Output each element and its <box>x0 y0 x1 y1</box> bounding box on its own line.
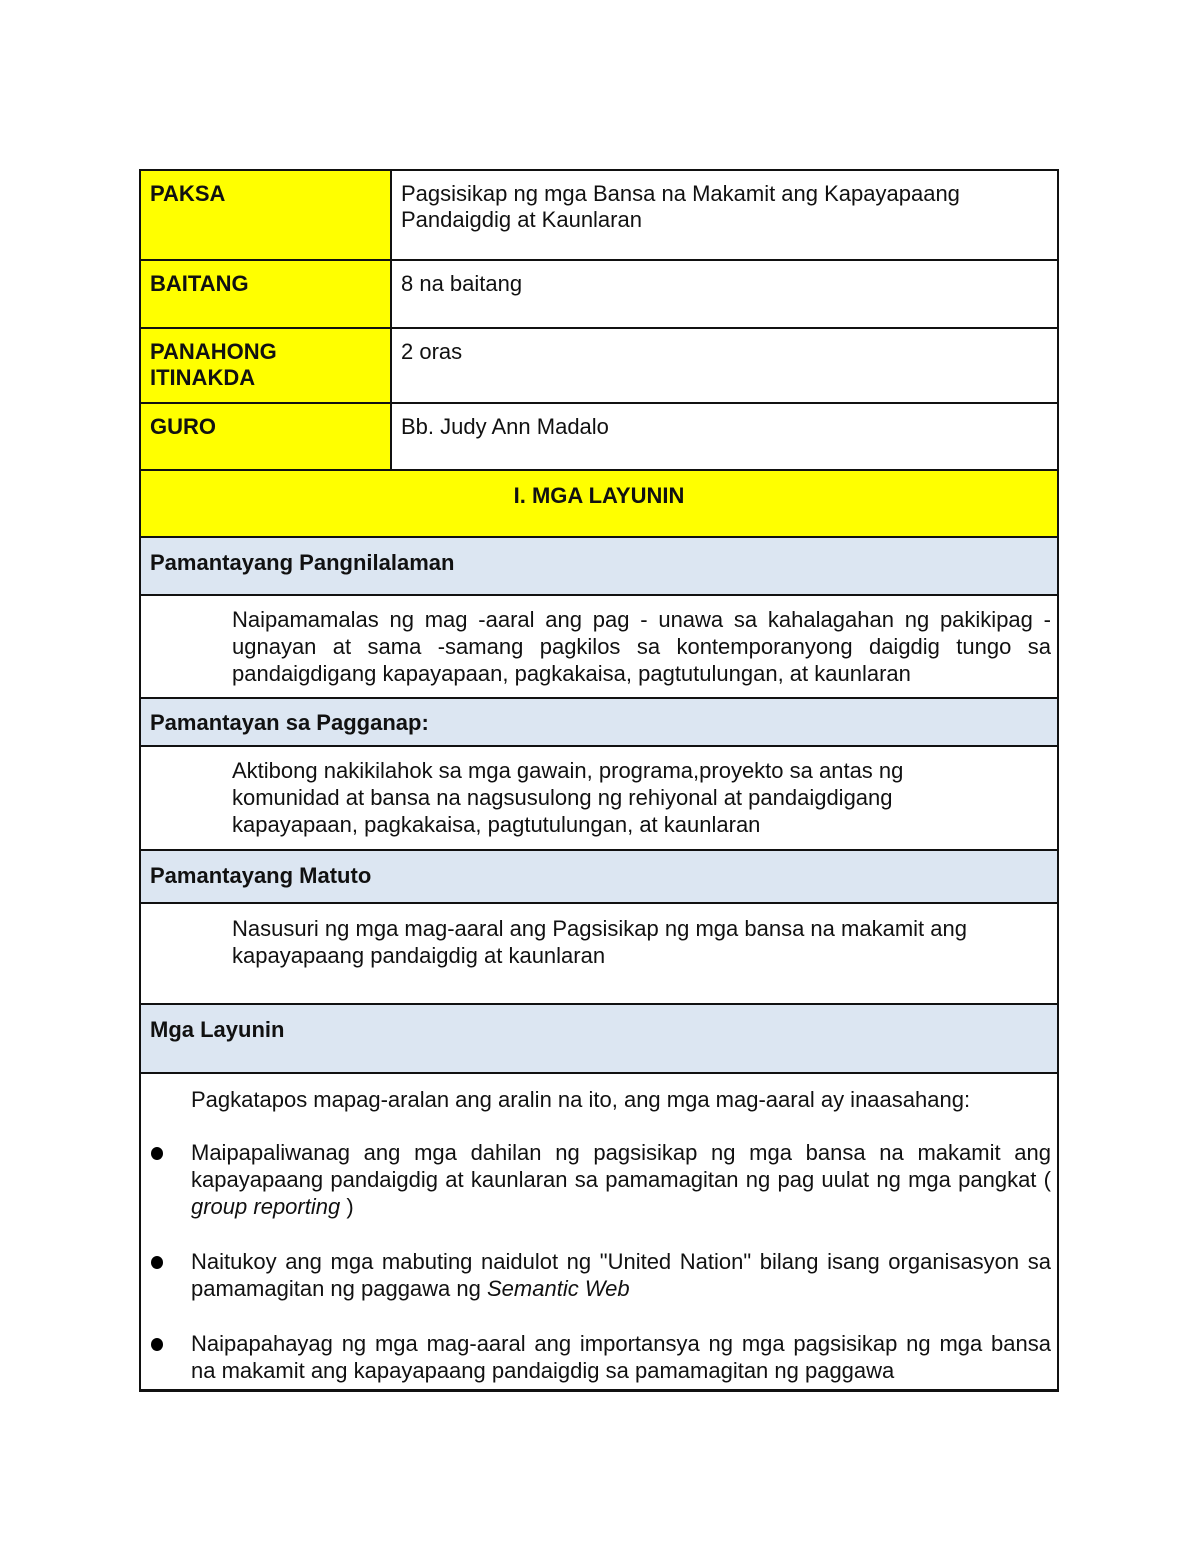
label-guro: GURO <box>141 404 392 469</box>
heading-matuto: Pamantayang Matuto <box>141 851 1057 904</box>
value-baitang: 8 na baitang <box>401 271 523 296</box>
objective-item <box>191 1330 1051 1384</box>
row-baitang <box>141 261 1057 329</box>
text-pagganap: Aktibong nakikilahok sa mga gawain, programa,proyekto sa antas ng komunidad at bansa na nagsusulong ng rehiyonal at pandaigdigang kapayapaan, pagkakaisa, pagtutulungan, at kaunlaran <box>141 747 1057 851</box>
bullet-icon <box>151 1147 163 1160</box>
heading-pagganap: Pamantayan sa Pagganap: <box>141 699 1057 747</box>
objective-item <box>191 1139 1051 1220</box>
bullet-icon <box>151 1256 163 1269</box>
objective-italic: group reporting <box>191 1194 341 1219</box>
objective-text: Naitukoy ang mga mabuting naidulot ng "United Nation" bilang isang organisasyon sa pamamagitan ng paggawa ng <box>191 1249 1051 1301</box>
value-guro: Bb. Judy Ann Madalo <box>401 414 609 439</box>
objective-text: Naipapahayag ng mga mag-aaral ang importansya ng mga pagsisikap ng mga bansa na makamit ang kapayapaang pandaigdig sa pamamagitan ng paggawa <box>191 1331 1051 1383</box>
heading-pangnilalaman: Pamantayang Pangnilalaman <box>141 538 1057 596</box>
objective-text: Maipapaliwanag ang mga dahilan ng pagsisikap ng mga bansa na makamit ang kapayapaang pandaigdig at kaunlaran sa pamamagitan ng pag uulat ng mga pangkat ( <box>191 1140 1051 1192</box>
text-matuto: Nasusuri ng mga mag-aaral ang Pagsisikap ng mga bansa na makamit ang kapayapaang pandaigdig at kaunlaran <box>141 904 1057 1005</box>
label-panahon: PANAHONG ITINAKDA <box>141 329 392 402</box>
heading-layunin: Mga Layunin <box>141 1005 1057 1074</box>
value-panahon: 2 oras <box>401 339 463 364</box>
section-title: I. MGA LAYUNIN <box>141 471 1057 538</box>
lesson-plan-table <box>139 169 1059 1392</box>
value-paksa: Pagsisikap ng mga Bansa na Makamit ang Kapayapaang Pandaigdig at Kaunlaran <box>401 181 960 232</box>
text-pangnilalaman: Naipamamalas ng mag -aaral ang pag - unawa sa kahalagahan ng pakikipag - ugnayan at sama -samang pagkilos sa kontemporanyong daigdig tungo sa pandaigdigang kapayapaan, pagkakaisa, pagtutulungan, at kaunlaran <box>141 596 1057 699</box>
objectives-intro: Pagkatapos mapag-aralan ang aralin na ito, ang mga mag-aaral ay inaasahang: <box>191 1087 971 1112</box>
objective-after: ) <box>340 1194 354 1219</box>
objective-italic: Semantic Web <box>487 1276 630 1301</box>
row-panahon <box>141 329 1057 404</box>
label-paksa: PAKSA <box>141 171 392 259</box>
bullet-icon <box>151 1338 163 1351</box>
row-guro <box>141 404 1057 471</box>
objectives-body <box>141 1074 1057 1394</box>
row-paksa <box>141 171 1057 261</box>
label-baitang: BAITANG <box>141 261 392 327</box>
objective-item <box>191 1248 1051 1302</box>
